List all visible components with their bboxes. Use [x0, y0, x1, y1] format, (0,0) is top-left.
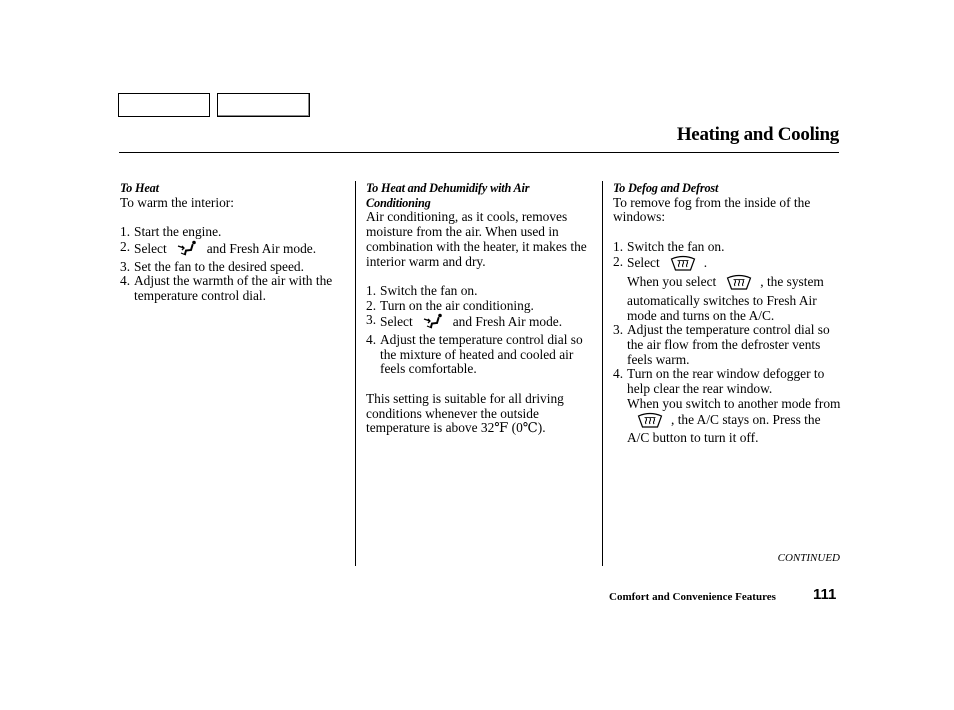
- section-intro: To remove fog from the inside of the windows:: [613, 194, 811, 225]
- page-number: 111: [813, 586, 837, 603]
- defrost-icon: [637, 412, 663, 432]
- column-to-heat: [120, 181, 350, 304]
- steps-list: [613, 240, 841, 446]
- list-item: 4. Turn on the rear window defogger to help clear the rear window. When you switch to another mode from, the A/C stays on. Press the A/C button to turn it off.: [613, 366, 841, 446]
- table-of-contents-button[interactable]: [217, 93, 310, 117]
- list-item: 3. Adjust the temperature control dial so the air flow from the defroster vents feels warm.: [613, 322, 830, 367]
- section-heading: To Heat and Dehumidify with Air Conditioning: [366, 181, 530, 210]
- header-rule: [119, 152, 839, 153]
- list-item: 3. Select and Fresh Air mode.: [366, 313, 596, 333]
- column-divider: [355, 181, 356, 566]
- page-title: Heating and Cooling: [676, 124, 839, 145]
- main-menu-button[interactable]: [118, 93, 210, 117]
- section-note: This setting is suitable for all driving conditions whenever the outside temperature is above 32℉ (0℃).: [366, 390, 564, 436]
- column-heat-dehumidify: [366, 181, 596, 436]
- list-item: 2. Turn on the air conditioning.: [366, 297, 534, 313]
- list-item: 4. Adjust the temperature control dial so the mixture of heated and cooled air feels comfortable.: [366, 332, 583, 377]
- footer-section-title: Comfort and Convenience Features: [609, 591, 776, 603]
- list-item: 4. Adjust the warmth of the air with the temperature control dial.: [120, 273, 333, 303]
- list-item: 2. Select and Fresh Air mode.: [120, 240, 350, 260]
- floor-and-dash-mode-icon: [423, 313, 445, 333]
- steps-list: [120, 225, 350, 304]
- continued-label: CONTINUED: [777, 552, 840, 564]
- section-heading: To Defog and Defrost: [613, 181, 719, 195]
- steps-list: [366, 284, 596, 377]
- list-item: 1. Start the engine.: [120, 224, 222, 240]
- section-heading: To Heat: [120, 181, 159, 195]
- section-intro: To warm the interior:: [120, 194, 234, 210]
- defrost-icon: [726, 274, 752, 294]
- list-item: 3. Set the fan to the desired speed.: [120, 258, 304, 274]
- defrost-icon: [670, 255, 696, 275]
- section-intro: Air conditioning, as it cools, removes moisture from the air. When used in combination with the heater, it makes the interior warm and dry.: [366, 209, 587, 269]
- list-item: 2. Select . When you select , the system automatically switches to Fresh Air mode and turns on the A/C.: [613, 253, 824, 323]
- floor-and-dash-mode-icon: [177, 240, 199, 260]
- list-item: 1. Switch the fan on.: [366, 282, 478, 298]
- column-divider: [602, 181, 603, 566]
- column-defog-defrost: [613, 181, 841, 446]
- list-item: 1. Switch the fan on.: [613, 238, 725, 254]
